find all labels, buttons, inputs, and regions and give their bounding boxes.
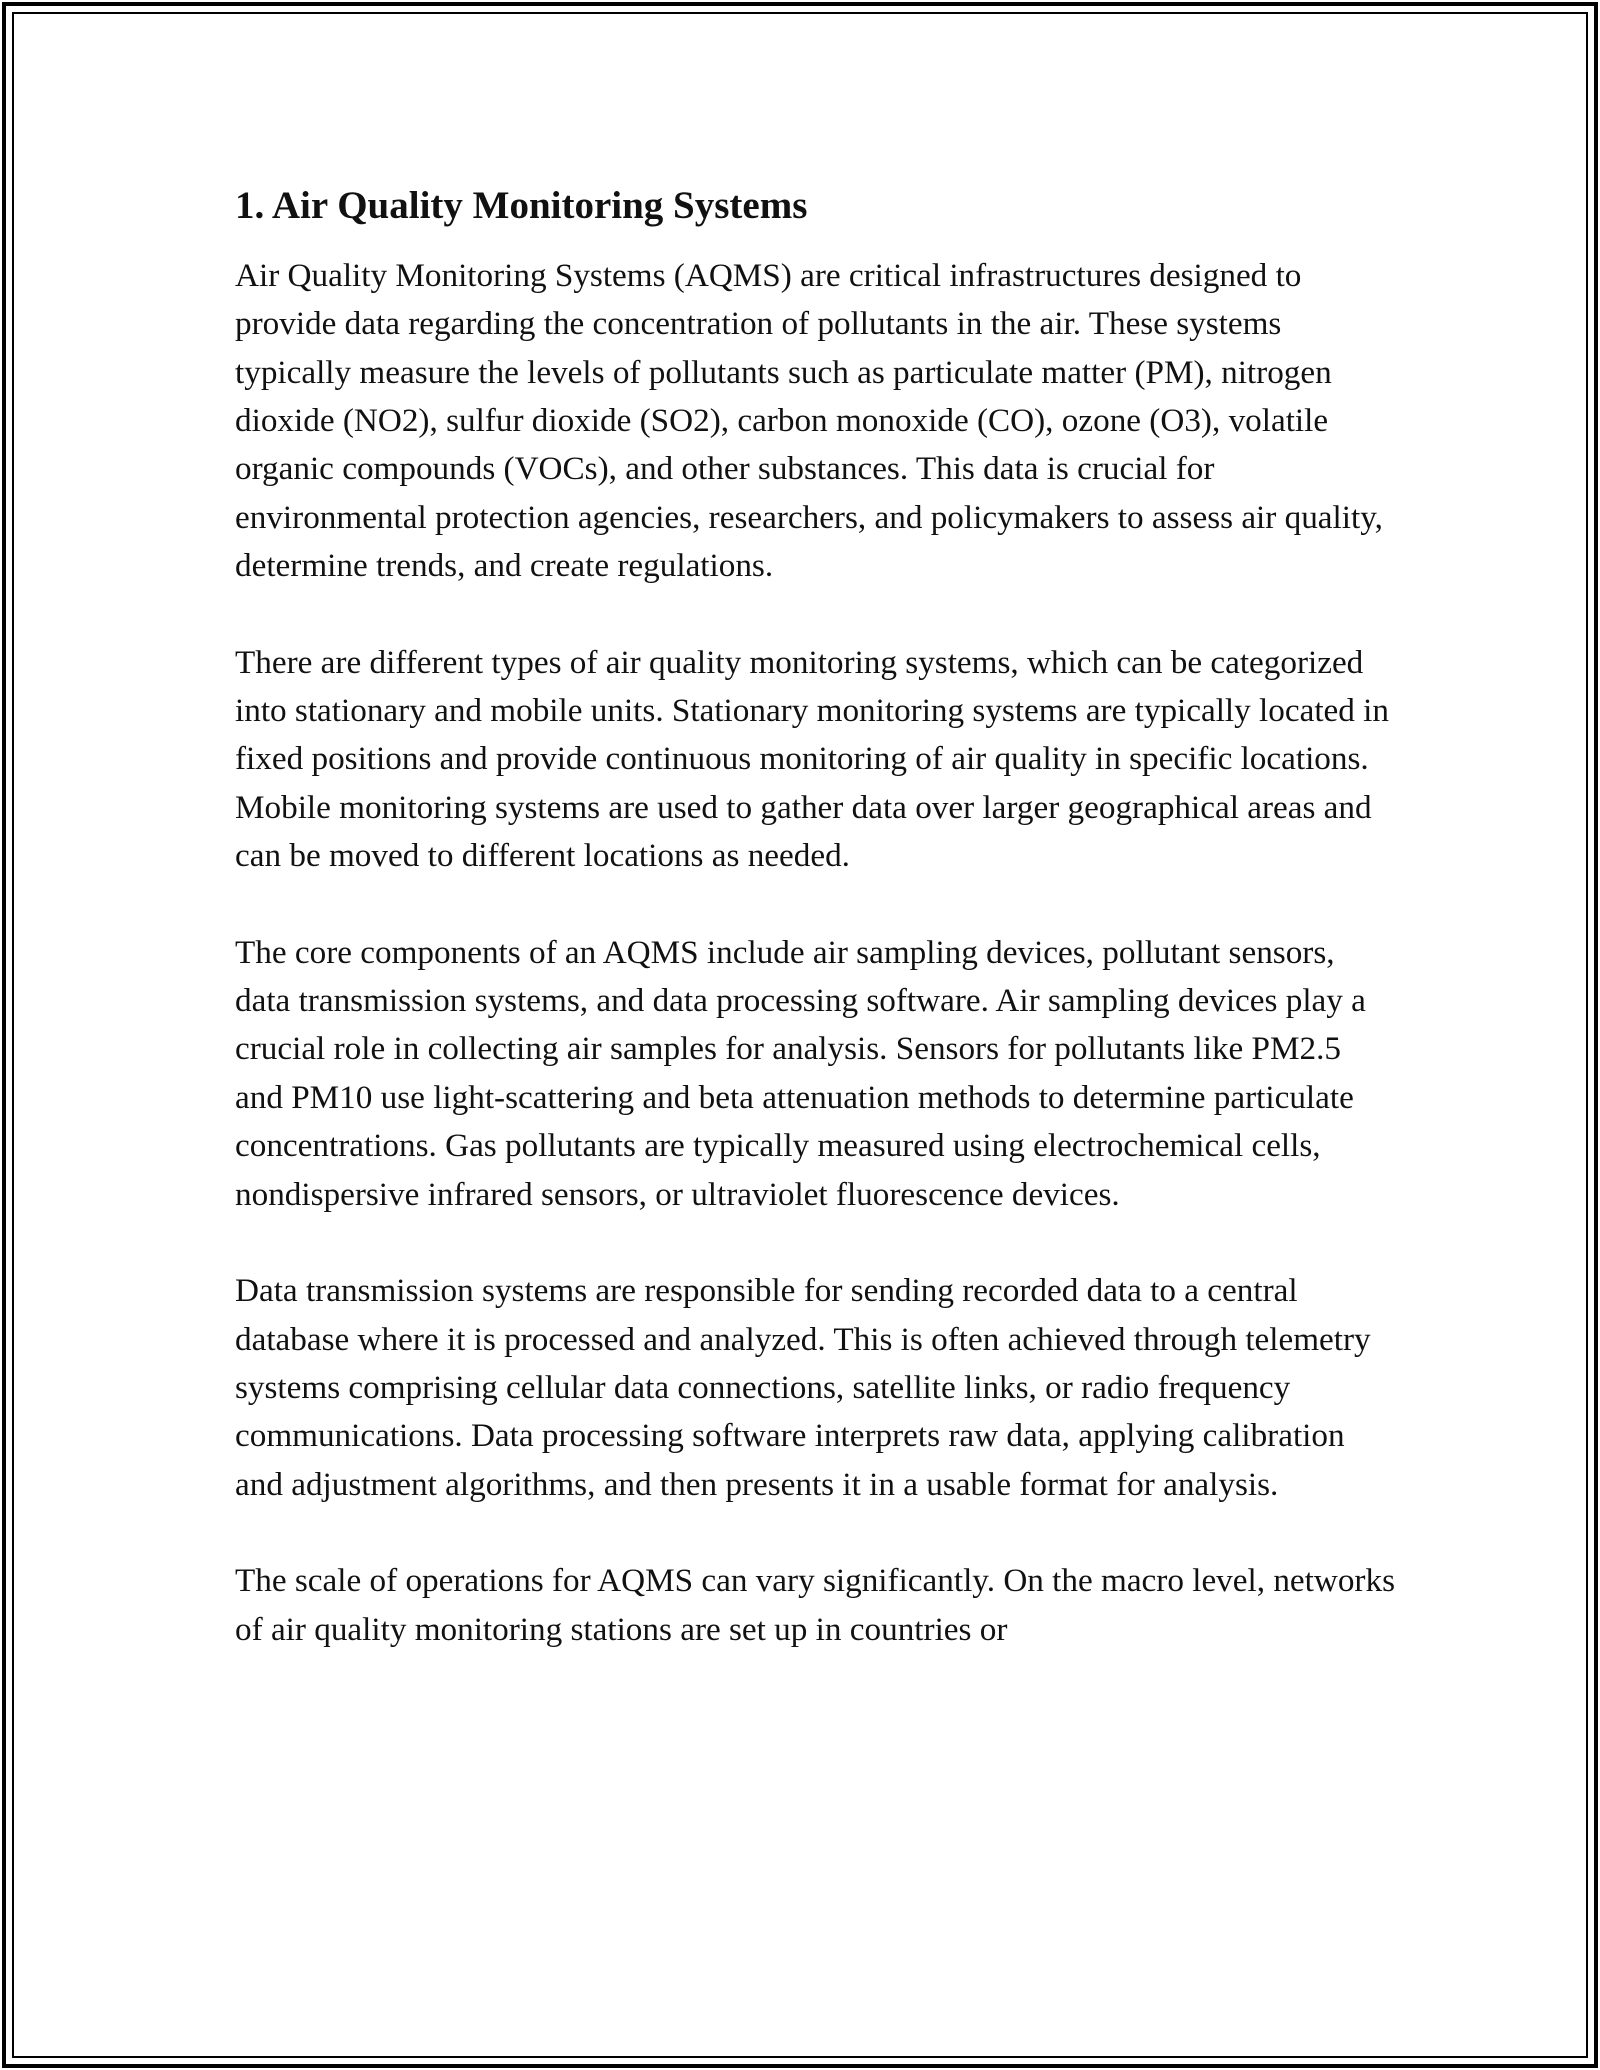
document-body (235, 183, 1395, 1654)
paragraph-transmission: Data transmission systems are responsible for sending recorded data to a central database where it is processed and analyzed. This is often achieved through telemetry systems comprising cellular data connections, satellite links, or radio frequency communications. Data processing software interprets raw data, applying calibration and adjustment algorithms, and then presents it in a usable format for analysis. (235, 1272, 1371, 1503)
paragraph-components: The core components of an AQMS include air sampling devices, pollutant sensors, data transmission systems, and data processing software. Air sampling devices play a crucial role in collecting air samples for analysis. Sensors for pollutants like PM2.5 and PM10 use light-scattering and beta attenuation methods to determine particulate concentrations. Gas pollutants are typically measured using electrochemical cells, nondispersive infrared sensors, or ultraviolet fluorescence devices. (235, 933, 1366, 1213)
paragraph-intro: Air Quality Monitoring Systems (AQMS) are critical infrastructures designed to provide data regarding the concentration of pollutants in the air. These systems typically measure the levels of pollutants such as particulate matter (PM), nitrogen dioxide (NO2), sulfur dioxide (SO2), carbon monoxide (CO), ozone (O3), volatile organic compounds (VOCs), and other substances. This data is crucial for environmental protection agencies, researchers, and policymakers to assess air quality, determine trends, and create regulations. (235, 256, 1383, 585)
paragraph-types: There are different types of air quality monitoring systems, which can be categorized into stationary and mobile units. Stationary monitoring systems are typically located in fixed positions and provide continuous monitoring of air quality in specific locations. Mobile monitoring systems are used to gather data over larger geographical areas and can be moved to different locations as needed. (235, 643, 1389, 875)
section-heading: 1. Air Quality Monitoring Systems (235, 184, 808, 227)
paragraph-scale: The scale of operations for AQMS can vary significantly. On the macro level, networks of air quality monitoring stations are set up in countries or (235, 1562, 1395, 1648)
